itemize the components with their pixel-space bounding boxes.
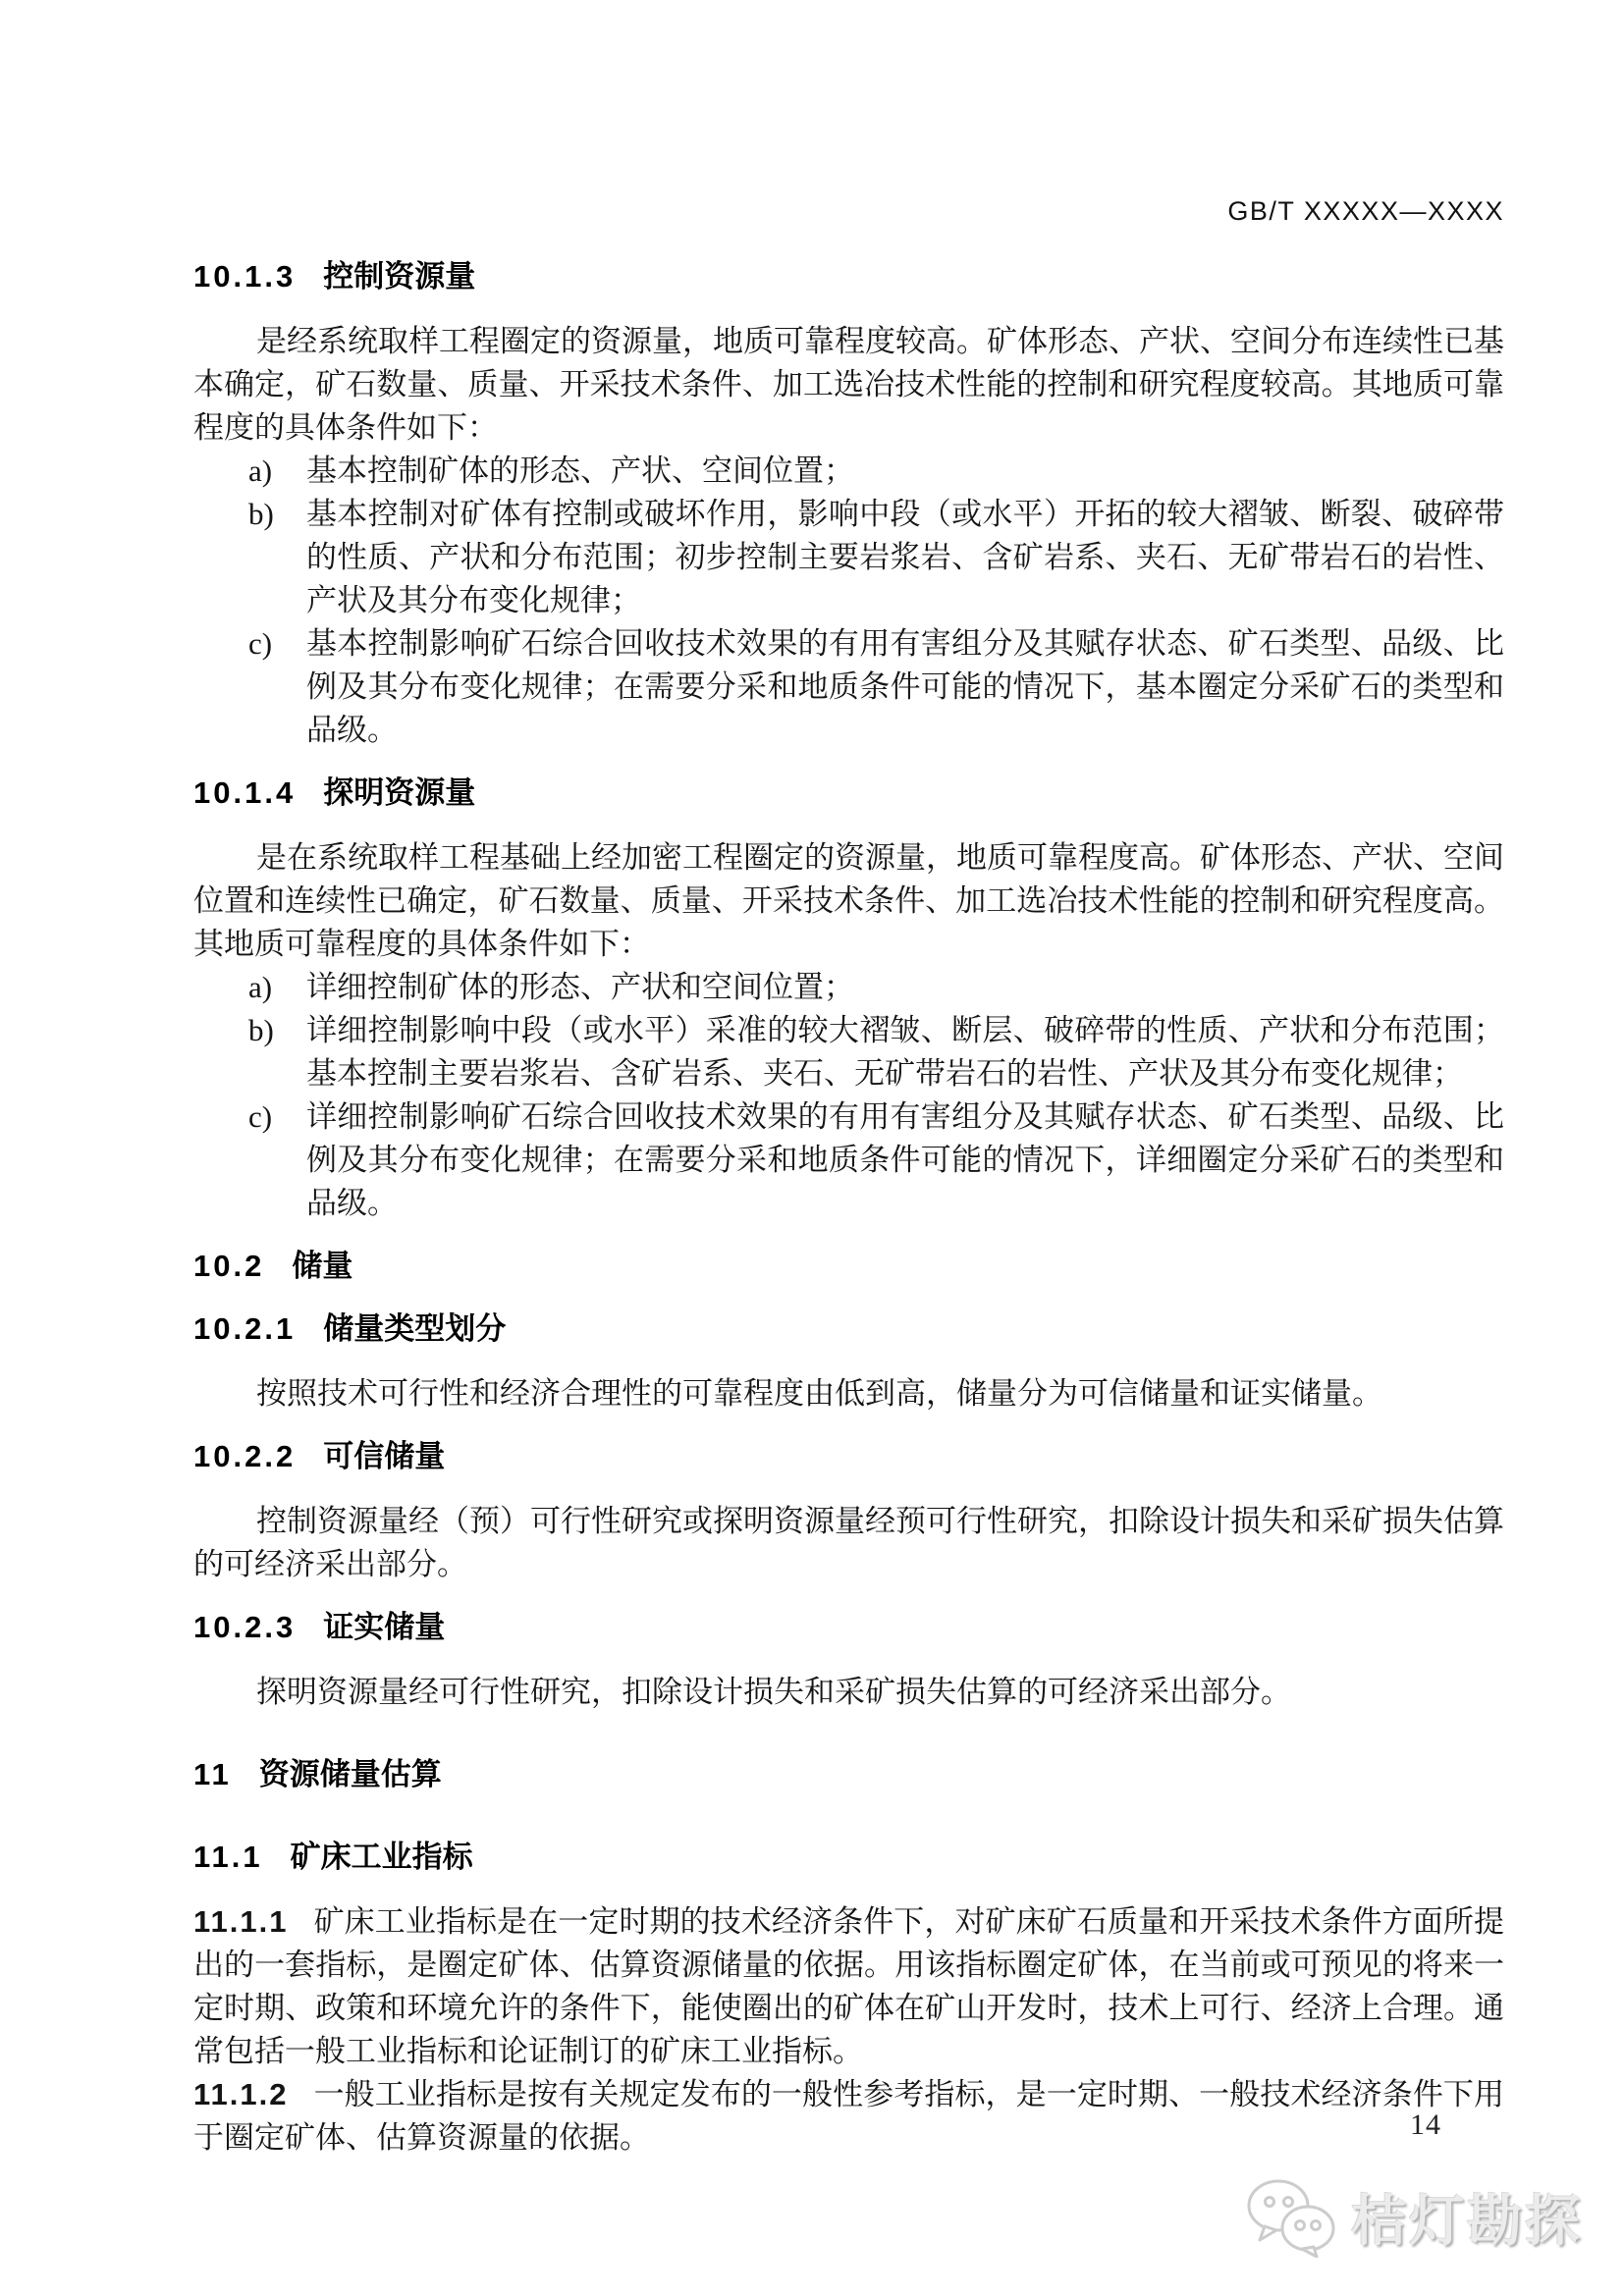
condition-list: [193, 966, 1504, 1225]
section-number: 10.1.4: [193, 775, 297, 810]
section-title: 控制资源量: [323, 259, 476, 294]
section-heading-10-1-4: [193, 772, 1504, 815]
item-marker: b): [248, 1013, 274, 1047]
section-title: 储量类型划分: [323, 1311, 507, 1346]
chapter-number: 11: [193, 1757, 232, 1791]
section-title: 矿床工业指标: [290, 1840, 473, 1874]
item-marker: b): [248, 497, 274, 531]
section-number: 10.2.1: [193, 1311, 297, 1346]
section-number: 10.2: [193, 1249, 265, 1283]
section-title: 证实储量: [323, 1610, 446, 1644]
chapter-heading-11: [193, 1753, 1504, 1796]
standard-code: GB/T XXXXX—XXXX: [1227, 196, 1504, 226]
paragraph: 控制资源量经（预）可行性研究或探明资源量经预可行性研究，扣除设计损失和采矿损失估算的可经济采出部分。: [193, 1504, 1504, 1581]
paragraph: 探明资源量经可行性研究，扣除设计损失和采矿损失估算的可经济采出部分。: [256, 1675, 1291, 1709]
list-item: [193, 493, 1504, 622]
section-heading-10-1-3: [193, 255, 1504, 298]
watermark-brand: 桔灯勘探: [1351, 2190, 1583, 2252]
section-number: 11.1: [193, 1840, 263, 1874]
item-text: 基本控制影响矿石综合回收技术效果的有用有害组分及其赋存状态、矿石类型、品级、比例及其分布变化规律；在需要分采和地质条件可能的情况下，基本圈定分采矿石的类型和品级。: [306, 626, 1504, 747]
clause-11-1-2: [193, 2073, 1504, 2160]
section-heading-11-1: [193, 1836, 1504, 1879]
list-item: [193, 1095, 1504, 1225]
section-number: 10.2.3: [193, 1610, 297, 1644]
clause-text: 一般工业指标是按有关规定发布的一般性参考指标，是一定时期、一般技术经济条件下用于圈定矿体、估算资源量的依据。: [193, 2077, 1504, 2155]
list-item: [193, 966, 1504, 1009]
chapter-title: 资源储量估算: [258, 1757, 442, 1791]
item-marker: a): [248, 454, 273, 488]
section-heading-10-2-3: [193, 1606, 1504, 1649]
list-item: [193, 1009, 1504, 1095]
section-title: 探明资源量: [323, 775, 476, 810]
item-marker: a): [248, 970, 273, 1004]
section-number: 10.1.3: [193, 259, 297, 294]
section-heading-10-2: [193, 1245, 1504, 1288]
clause-number: 11.1.2: [193, 2077, 289, 2111]
section-number: 10.2.2: [193, 1439, 297, 1473]
item-text: 详细控制影响矿石综合回收技术效果的有用有害组分及其赋存状态、矿石类型、品级、比例及其分布变化规律；在需要分采和地质条件可能的情况下，详细圈定分采矿石的类型和品级。: [306, 1099, 1504, 1220]
section-heading-10-2-1: [193, 1308, 1504, 1351]
clause-number: 11.1.1: [193, 1904, 289, 1939]
item-text: 基本控制对矿体有控制或破坏作用，影响中段（或水平）开拓的较大褶皱、断裂、破碎带的性质、产状和分布范围；初步控制主要岩浆岩、含矿岩系、夹石、无矿带岩石的岩性、产状及其分布变化规律；: [306, 497, 1504, 617]
clause-11-1-1: [193, 1900, 1504, 2073]
item-marker: c): [248, 1099, 273, 1134]
section-title: 可信储量: [323, 1439, 446, 1473]
section-title: 储量: [292, 1249, 353, 1283]
watermark: [1245, 2177, 1583, 2258]
item-text: 基本控制矿体的形态、产状、空间位置；: [306, 454, 854, 488]
page-header: [193, 196, 1504, 226]
paragraph: 是在系统取样工程基础上经加密工程圈定的资源量，地质可靠程度高。矿体形态、产状、空间位置和连续性已确定，矿石数量、质量、开采技术条件、加工选冶技术性能的控制和研究程度高。其地质可靠程度的具体条件如下：: [193, 840, 1504, 961]
item-text: 详细控制影响中段（或水平）采准的较大褶皱、断层、破碎带的性质、产状和分布范围；基本控制主要岩浆岩、含矿岩系、夹石、无矿带岩石的岩性、产状及其分布变化规律；: [306, 1013, 1504, 1091]
item-marker: c): [248, 626, 273, 661]
list-item: [193, 622, 1504, 752]
wechat-icon: [1245, 2177, 1343, 2258]
paragraph: 按照技术可行性和经济合理性的可靠程度由低到高，储量分为可信储量和证实储量。: [256, 1376, 1382, 1411]
section-heading-10-2-2: [193, 1435, 1504, 1478]
item-text: 详细控制矿体的形态、产状和空间位置；: [306, 970, 854, 1004]
list-item: [193, 450, 1504, 493]
condition-list: [193, 450, 1504, 752]
clause-text: 矿床工业指标是在一定时期的技术经济条件下，对矿床矿石质量和开采技术条件方面所提出的一套指标，是圈定矿体、估算资源储量的依据。用该指标圈定矿体，在当前或可预见的将来一定时期、政策和环境允许的条件下，能使圈出的矿体在矿山开发时，技术上可行、经济上合理。通常包括一般工业指标和论证制订的矿床工业指标。: [193, 1904, 1504, 2068]
paragraph: 是经系统取样工程圈定的资源量，地质可靠程度较高。矿体形态、产状、空间分布连续性已基本确定，矿石数量、质量、开采技术条件、加工选冶技术性能的控制和研究程度较高。其地质可靠程度的具体条件如下：: [193, 324, 1504, 445]
page-number: 14: [1410, 2109, 1441, 2141]
